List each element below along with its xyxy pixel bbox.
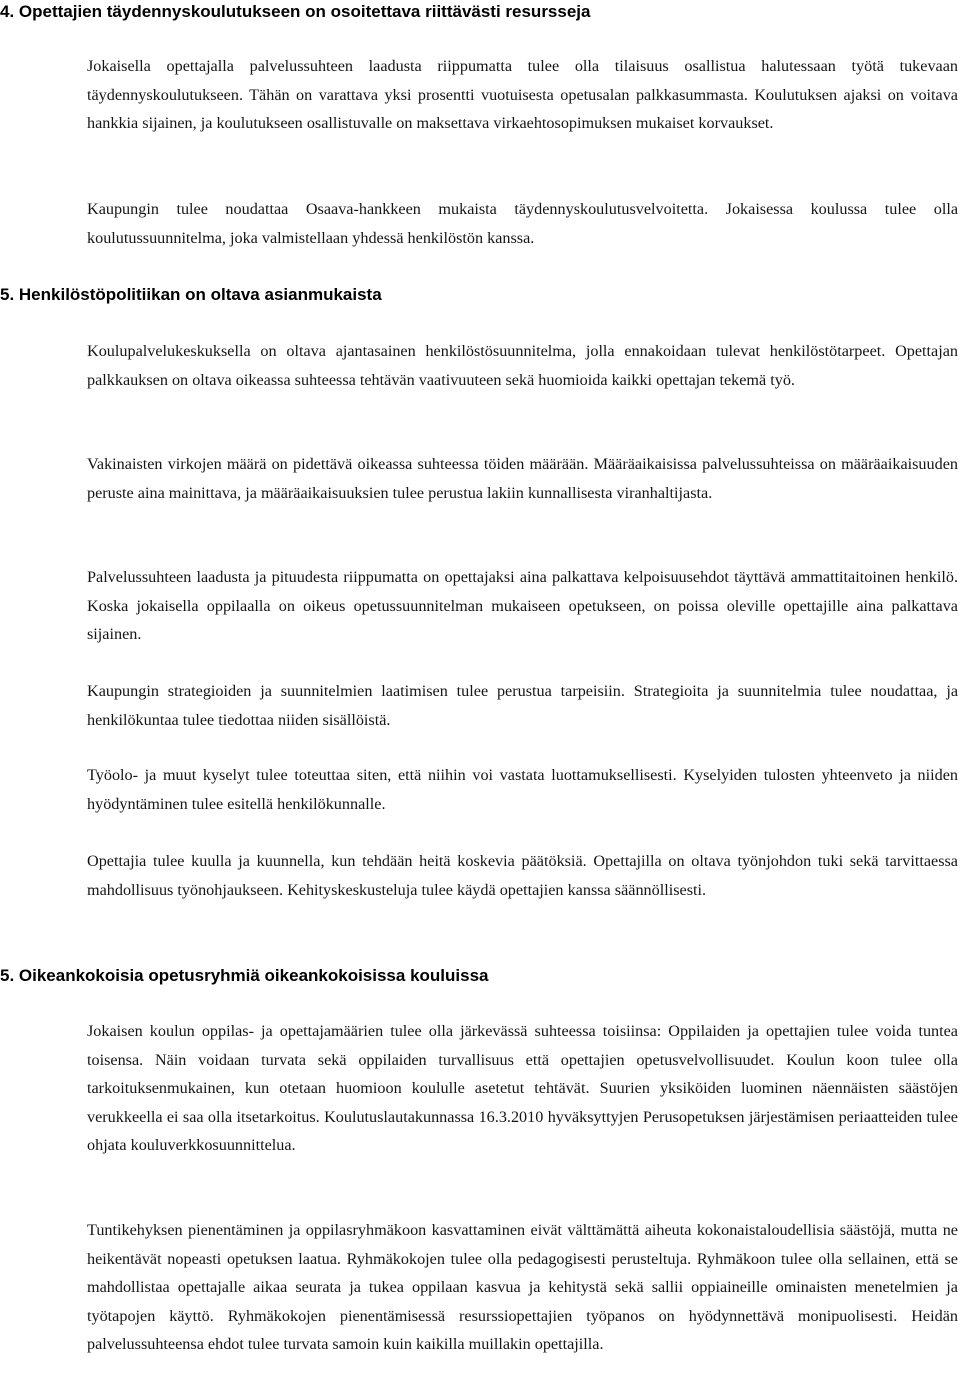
paragraph-personnel-plan: Koulupalvelukeskuksella on oltava ajantasainen henkilöstösuunnitelma, jolla ennakoidaan tulevat henkilöstötarpeet. Opettajan palkkauksen on oltava oikeassa suhteessa tehtävän vaativuuteen sekä huomioida kaikki opettajan tekemä työ. [87,342,958,389]
paragraph-training-obligation: Kaupungin tulee noudattaa Osaava-hankkeen mukaista täydennyskoulutusvelvoitetta. Jokaisessa koulussa tulee olla koulutussuunnitelma, joka valmistellaan yhdessä henkilöstön kanssa. [87,200,958,247]
paragraph-permanent-posts: Vakinaisten virkojen määrä on pidettävä oikeassa suhteessa töiden määrään. Määräaikaisissa palvelussuhteissa on määräaikaisuuden peruste aina mainittava, ja määräaikaisuuksien tulee perustua lakiin kunnallisesta viranhaltijasta. [87,455,958,502]
section-heading-group-sizes: 5. Oikeankokoisia opetusryhmiä oikeankokoisissa kouluissa [0,966,489,985]
section-heading-personnel-policy: 5. Henkilöstöpolitiikan on oltava asianmukaista [0,285,382,304]
paragraph-school-size: Jokaisen koulun oppilas- ja opettajamäärien tulee olla järkevässä suhteessa toisiinsa: Oppilaiden ja opettajien tulee voida tuntea toisensa. Näin voidaan turvata sekä oppilaiden turvallisuus että opettajien opetusvelvollisuudet. Koulun koon tulee olla tarkoituksenmukainen, kun otetaan huomioon koululle asetetut tehtävät. Suurien yksiköiden luominen näennäisten säästöjen verukkeella ei saa olla itsetarkoitus. Koulutuslautakunnassa 16.3.2010 hyväksyttyjen Perusopetuksen järjestämisen periaatteiden tulee ohjata kouluverkkosuunnittelua. [87,1022,958,1155]
paragraph-qualified-teachers: Palvelussuhteen laadusta ja pituudesta riippumatta on opettajaksi aina palkattava kelpoisuusehdot täyttävä ammattitaitoinen henkilö. Koska jokaisella oppilaalla on oikeus opetussuunnitelman mukaiseen opetukseen, on poissa oleville opettajille aina palkattava sijainen. [87,568,958,644]
paragraph-group-size: Tuntikehyksen pienentäminen ja oppilasryhmäkoon kasvattaminen eivät välttämättä aiheuta kokonaistaloudellisia säästöjä, mutta ne heikentävät nopeasti opetuksen laatua. Ryhmäkokojen tulee olla pedagogisesti perusteltuja. Ryhmäkoon tulee olla sellainen, että se mahdollistaa opettajalle aikaa seurata ja tukea oppilaan kasvua ja kehitystä sekä sallii oppiaineille ominaisten menetelmien ja työtapojen käyttö. Ryhmäkokojen pienentämisessä resurssiopettajien työpanos on hyödynnettävä monipuolisesti. Heidän palvelussuhteensa ehdot tulee turvata samoin kuin kaikilla muillakin opettajilla. [87,1221,958,1354]
section-heading-teacher-training: 4. Opettajien täydennyskoulutukseen on osoitettava riittävästi resursseja [0,2,591,21]
paragraph-surveys: Työolo- ja muut kyselyt tulee toteuttaa siten, että niihin voi vastata luottamuksellisesti. Kyselyiden tulosten yhteenveto ja niiden hyödyntäminen tulee esitellä henkilökunnalle. [87,766,958,813]
paragraph-consultation: Opettajia tulee kuulla ja kuunnella, kun tehdään heitä koskevia päätöksiä. Opettajilla on oltava työnjohdon tuki sekä tarvittaessa mahdollisuus työnohjaukseen. Kehityskeskusteluja tulee käydä opettajien kanssa säännöllisesti. [87,852,958,899]
paragraph-training-right: Jokaisella opettajalla palvelussuhteen laadusta riippumatta tulee olla tilaisuus osallistua halutessaan työtä tukevaan täydennyskoulutukseen. Tähän on varattava yksi prosentti vuotuisesta opetusalan palkkasummasta. Koulutuksen ajaksi on voitava hankkia sijainen, ja koulutukseen osallistuvalle on maksettava virkaehtosopimuksen mukaiset korvaukset. [87,57,958,133]
paragraph-strategies: Kaupungin strategioiden ja suunnitelmien laatimisen tulee perustua tarpeisiin. Strategioita ja suunnitelmia tulee noudattaa, ja henkilökuntaa tulee tiedottaa niiden sisällöistä. [87,682,958,729]
